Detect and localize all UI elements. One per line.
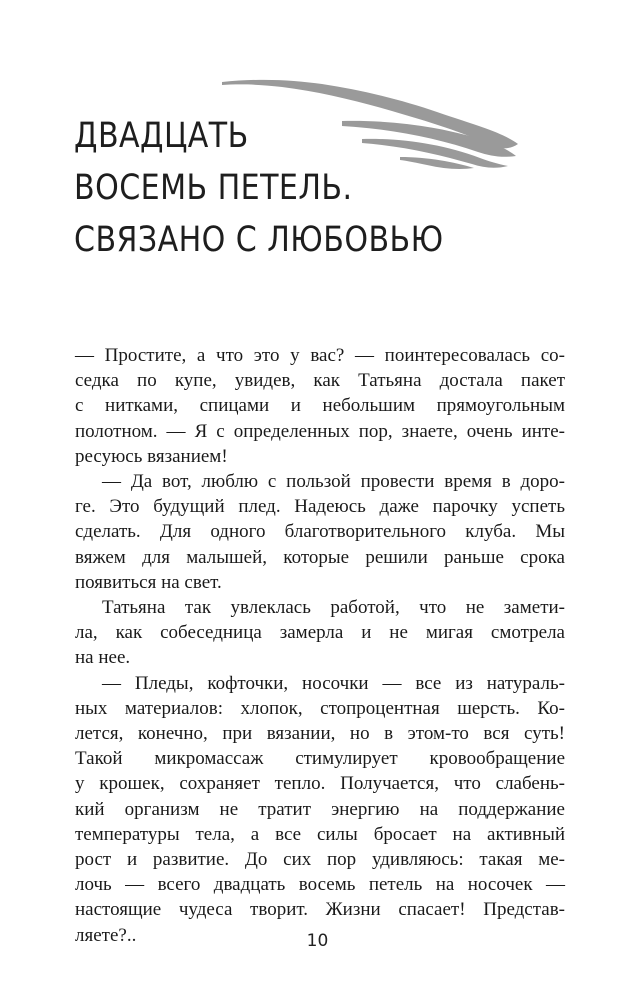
- paragraph: [75, 595, 565, 671]
- text-line: рост и развитие. До сих пор удивляюсь: такая ме-: [75, 849, 565, 871]
- text-line: кий организм не тратит энергию на поддержание: [75, 798, 565, 820]
- text-line: сделать. Для одного благотворительного клуба. Мы: [75, 521, 565, 543]
- text-line: Татьяна так увлеклась работой, что не замети-: [102, 597, 565, 619]
- chapter-title-line-2: ВОСЕМЬ ПЕТЕЛЬ.: [74, 168, 353, 208]
- text-line: Такой микромассаж стимулирует кровообращение: [75, 748, 565, 770]
- text-line: — Да вот, люблю с пользой провести время в доро-: [102, 471, 565, 493]
- text-line: ляете?..: [75, 924, 137, 946]
- text-line: полотном. — Я с определенных пор, знаете, очень инте-: [75, 420, 565, 442]
- text-line: с нитками, спицами и небольшим прямоугольным: [75, 395, 565, 417]
- text-line: настоящие чудеса творит. Жизни спасает! Представ-: [75, 899, 565, 921]
- text-line: лочь — всего двадцать восемь петель на носочек —: [75, 874, 565, 896]
- text-line: вяжем для малышей, которые решили раньше срока: [75, 546, 565, 568]
- text-line: у крошек, сохраняет тепло. Получается, что слабень-: [75, 773, 565, 795]
- chapter-title: [74, 110, 444, 266]
- paragraph: [75, 469, 565, 595]
- page-number: 10: [306, 931, 329, 951]
- chapter-title-line-1: ДВАДЦАТЬ: [74, 116, 249, 156]
- text-line: ных материалов: хлопок, стопроцентная шерсть. Ко-: [75, 697, 565, 719]
- paragraph: [75, 671, 565, 948]
- chapter-title-line-3: СВЯЗАНО С ЛЮБОВЬЮ: [74, 220, 444, 260]
- body-text: [75, 343, 565, 948]
- text-line: седка по купе, увидев, как Татьяна достала пакет: [75, 370, 565, 392]
- text-line: появиться на свет.: [75, 571, 222, 593]
- text-line: лется, конечно, при вязании, но в этом-то вся суть!: [75, 723, 565, 745]
- paragraph: [75, 343, 565, 469]
- text-line: ла, как собеседница замерла и не мигая смотрела: [75, 622, 565, 644]
- text-line: ге. Это будущий плед. Надеюсь даже парочку успеть: [75, 496, 565, 518]
- text-line: температуры тела, а все силы бросает на активный: [75, 823, 565, 845]
- text-line: — Простите, а что это у вас? — поинтересовалась со-: [75, 345, 565, 366]
- text-line: — Пледы, кофточки, носочки — все из натураль-: [102, 672, 565, 694]
- text-line: ресуюсь вязанием!: [75, 445, 228, 467]
- text-line: на нее.: [75, 647, 131, 669]
